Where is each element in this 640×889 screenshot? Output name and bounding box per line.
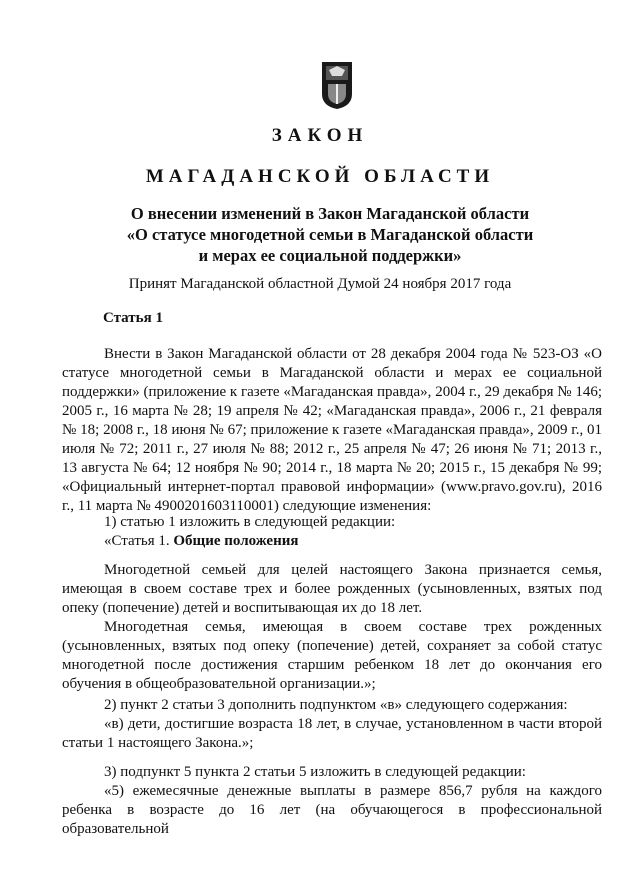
item-3: 3) подпункт 5 пункта 2 статьи 5 изложить в следующей редакции: (104, 764, 526, 780)
quote-prefix: «Статья 1. (104, 533, 174, 549)
article-intro-block (62, 345, 602, 516)
quote-heading: Общие положения (173, 533, 299, 549)
coat-of-arms-icon (320, 60, 354, 110)
item-1-paragraph: Многодетной семьей для целей настоящего Закона признается семья, имеющая в своем составе трех и более рожденных (усыновленных, взятых под опеку (попечение) детей и воспитывающая их до 18 лет. (62, 562, 602, 616)
item-1-quote (62, 532, 602, 551)
item-2-block (62, 696, 602, 753)
adoption-note: Принят Магаданской областной Думой 24 ноября 2017 года (128, 276, 512, 292)
article-intro: Внести в Закон Магаданской области от 28 декабря 2004 года № 523-ОЗ «О статусе многодетной семьи в Магаданской области и мерах ее социальной поддержки» (приложение к газете «Магаданская правда», 2004 г., 29 декабря № 146; 2005 г., 16 марта № 28; 19 апреля № 42; «Магаданская правда», 2006 г., 21 февраля № 18; 2008 г., 18 июня № 67; приложение к газете «Магаданская правда», 2009 г., 01 июля № 72; 2011 г., 27 июля № 88; 2012 г., 25 апреля № 47; 26 июня № 71; 2013 г., 13 августа № 64; 12 ноября № 90; 2014 г., 18 марта № 20; 2015 г., 15 декабря № 99; «Официальный интернет-портал правовой информации» (www.pravo.gov.ru), 2016 г., 11 марта № 4900201603110001) следующие изменения: (62, 346, 602, 514)
region-heading: МАГАДАНСКОЙ ОБЛАСТИ (145, 166, 495, 187)
title-line: О внесении изменений в Закон Магаданской области (130, 204, 530, 223)
title-line: и мерах ее социальной поддержки» (198, 246, 462, 265)
item-3-block (62, 763, 602, 839)
law-title (60, 203, 600, 266)
article-heading: Статья 1 (103, 310, 163, 326)
title-line: «О статусе многодетной семьи в Магаданской области (126, 225, 534, 244)
item-1-paragraph: Многодетная семья, имеющая в своем составе трех рожденных (усыновленных, взятых под опеку (попечение) детей, сохраняет за собой статус многодетной после достижения старшим ребенком 18 лет до окончания его обучения в общеобразовательной организации.»; (62, 619, 602, 692)
item-1: 1) статью 1 изложить в следующей редакции: (104, 514, 396, 530)
item-2-text: «в) дети, достигшие возраста 18 лет, в случае, установленном в части второй статьи 1 настоящего Закона.»; (62, 716, 602, 751)
item-1-body (62, 561, 602, 694)
item-1-block (62, 513, 602, 551)
item-2: 2) пункт 2 статьи 3 дополнить подпунктом «в» следующего содержания: (104, 697, 568, 713)
document-type: ЗАКОН (271, 125, 369, 146)
item-3-text: «5) ежемесячные денежные выплаты в размере 856,7 рубля на каждого ребенка в возрасте до 16 лет (на обучающегося в профессиональной образовательной (62, 783, 602, 837)
